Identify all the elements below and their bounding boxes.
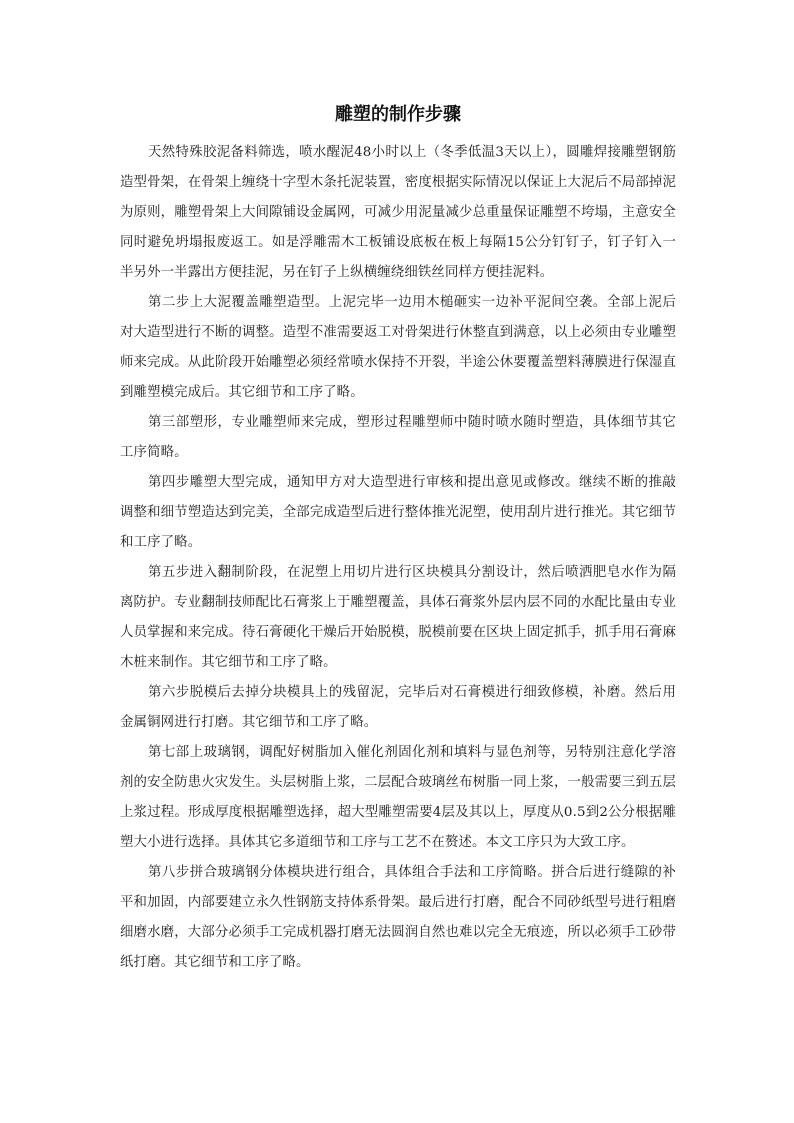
document-title: 雕塑的制作步骤 (335, 104, 461, 125)
paragraph-step-4: 第四步雕塑大型完成，通知甲方对大造型进行审核和提出意见或修改。继续不断的推敲调整和细节塑造达到完美，全部完成造型后进行整体推光泥塑，使用刮片进行推光。其它细节和工序了略。 (120, 475, 676, 550)
paragraph-step-1: 天然特殊胶泥备料筛选，喷水醒泥48小时以上（冬季低温3天以上），圆雕焊接雕塑钢筋造型骨架，在骨架上缠绕十字型木条托泥装置，密度根据实际情况以保证上大泥后不局部掉泥为原则，雕塑骨架上大间隙铺设金属网，可减少用泥量减少总重量保证雕塑不垮塌，主意安全同时避免坍塌报废返工。如是浮雕需木工板铺设底板在板上每隔15公分钉钉子，钉子钉入一半另外一半露出方便挂泥，另在钉子上纵横缠绕细铁丝同样方便挂泥料。 (120, 145, 676, 280)
paragraph-step-8: 第八步拼合玻璃钢分体模块进行组合，具体组合手法和工序简略。拼合后进行缝隙的补平和加固，内部要建立永久性钢筋支持体系骨架。最后进行打磨，配合不同砂纸型号进行粗磨细磨水磨，大部分必须手工完成机器打磨无法圆润自然也难以完全无痕迹，所以必须手工砂带纸打磨。其它细节和工序了略。 (120, 865, 676, 970)
paragraph-step-5: 第五步进入翻制阶段，在泥塑上用切片进行区块模具分割设计，然后喷洒肥皂水作为隔离防护。专业翻制技师配比石膏浆上于雕塑覆盖，具体石膏浆外层内层不同的水配比量由专业人员掌握和来完成。待石膏硬化干燥后开始脱模，脱模前要在区块上固定抓手，抓手用石膏麻木桩来制作。其它细节和工序了略。 (120, 565, 676, 670)
paragraph-step-6: 第六步脱模后去掉分块模具上的残留泥，完毕后对石膏模进行细致修模，补磨。然后用金属铜网进行打磨。其它细节和工序了略。 (120, 685, 676, 730)
paragraph-step-7: 第七部上玻璃钢，调配好树脂加入催化剂固化剂和填料与显色剂等，另特别注意化学溶剂的安全防患火灾发生。头层树脂上浆，二层配合玻璃丝布树脂一同上浆，一般需要三到五层上浆过程。形成厚度根据雕塑选择，超大型雕塑需要4层及其以上，厚度从0.5到2公分根据雕塑大小进行选择。具体其它多道细节和工序与工艺不在赘述。本文工序只为大致工序。 (120, 745, 676, 850)
paragraph-step-2: 第二步上大泥覆盖雕塑造型。上泥完毕一边用木槌砸实一边补平泥间空袭。全部上泥后对大造型进行不断的调整。造型不准需要返工对骨架进行休整直到满意，以上必须由专业雕塑师来完成。从此阶段开始雕塑必须经常喷水保持不开裂，半途公休要覆盖塑料薄膜进行保湿直到雕塑模完成后。其它细节和工序了略。 (120, 295, 676, 400)
document-body (120, 100, 676, 978)
paragraph-step-3: 第三部塑形，专业雕塑师来完成，塑形过程雕塑师中随时喷水随时塑造，具体细节其它工序简略。 (120, 415, 676, 460)
